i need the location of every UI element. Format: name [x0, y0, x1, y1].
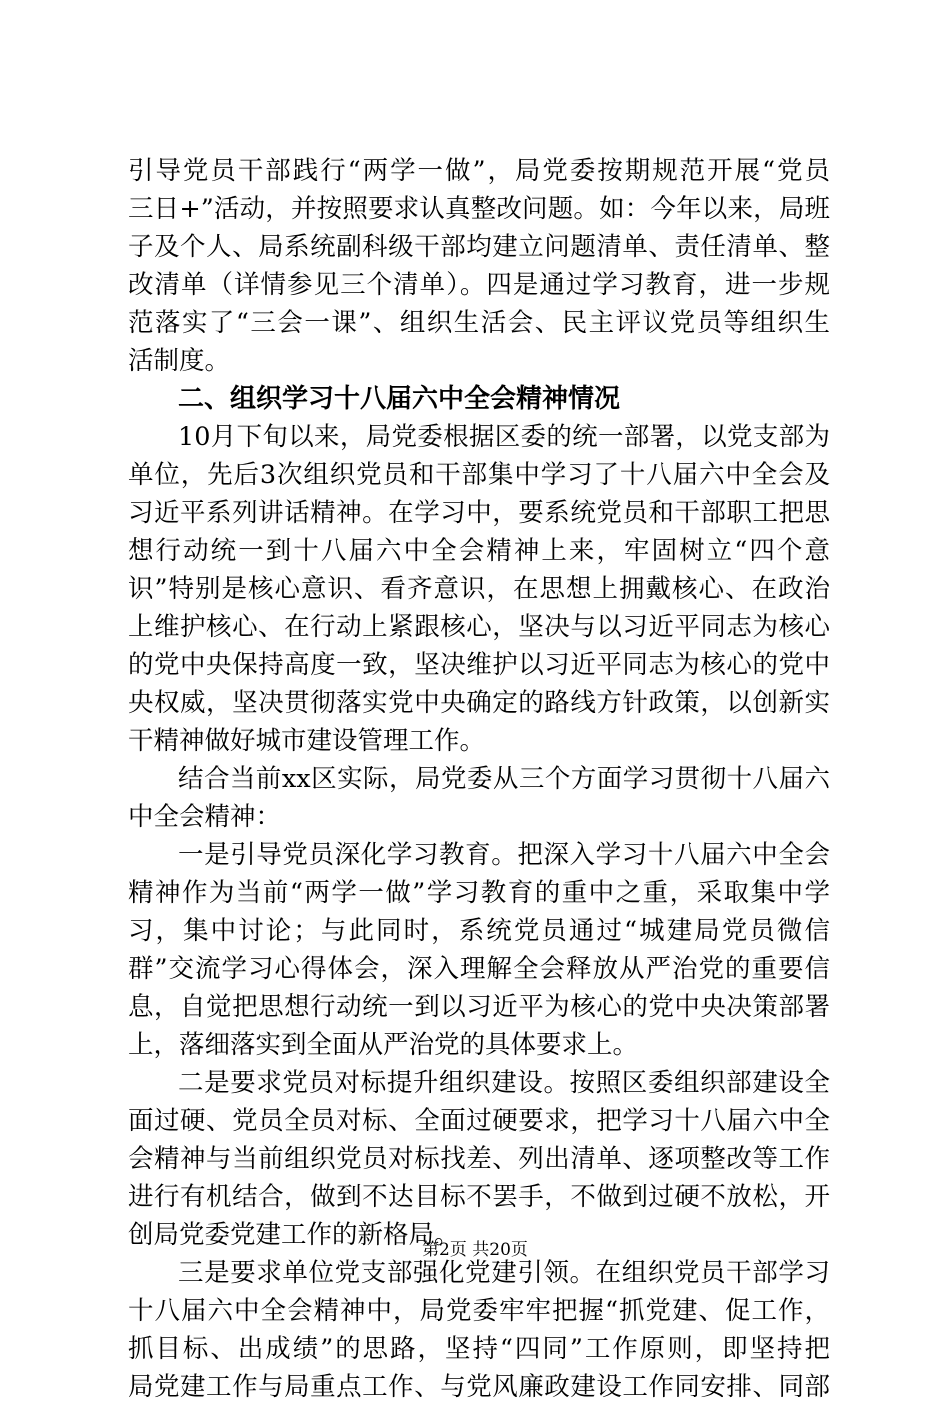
body-line: 习近平系列讲话精神。在学习中，要系统党员和干部职工把思: [128, 498, 830, 528]
body-line: 上维护核心、在行动上紧跟核心，坚决与以习近平同志为核心: [128, 612, 830, 642]
body-line: 子及个人、局系统副科级干部均建立问题清单、责任清单、整: [128, 232, 830, 262]
body-line: 活制度。: [128, 346, 231, 376]
body-line: 央权威，坚决贯彻落实党中央确定的路线方针政策，以创新实: [128, 688, 830, 718]
page-number-label: 第2页 共20页: [422, 1240, 528, 1260]
body-line: 抓目标、出成绩”的思路，坚持“四同”工作原则，即坚持把: [128, 1334, 830, 1364]
document-body: [128, 152, 830, 1406]
body-line: 范落实了“三会一课”、组织生活会、民主评议党员等组织生: [128, 308, 830, 338]
body-line: 改清单（详情参见三个清单）。四是通过学习教育，进一步规: [128, 270, 830, 300]
body-line: 想行动统一到十八届六中全会精神上来，牢固树立“四个意: [128, 536, 830, 566]
body-line: 干精神做好城市建设管理工作。: [128, 726, 486, 756]
body-line: 会精神与当前组织党员对标找差、列出清单、逐项整改等工作: [128, 1144, 830, 1174]
body-line: 二是要求党员对标提升组织建设。按照区委组织部建设全: [178, 1068, 830, 1098]
body-line: 十八届六中全会精神中，局党委牢牢把握“抓党建、促工作，: [128, 1296, 830, 1326]
body-line: 一是引导党员深化学习教育。把深入学习十八届六中全会: [178, 840, 830, 870]
body-line: 结合当前xx区实际，局党委从三个方面学习贯彻十八届六: [178, 764, 830, 794]
body-line: 三日+”活动，并按照要求认真整改问题。如：今年以来，局班: [128, 194, 830, 224]
body-line: 中全会精神：: [128, 802, 282, 832]
body-line: 群”交流学习心得体会，深入理解全会释放从严治党的重要信: [128, 954, 830, 984]
body-line: 习，集中讨论；与此同时，系统党员通过“城建局党员微信: [128, 916, 830, 946]
body-line: 三是要求单位党支部强化党建引领。在组织党员干部学习: [178, 1258, 830, 1288]
page-footer: [0, 1238, 950, 1262]
body-line: 息，自觉把思想行动统一到以习近平为核心的党中央决策部署: [128, 992, 830, 1022]
body-line: 精神作为当前“两学一做”学习教育的重中之重，采取集中学: [128, 878, 830, 908]
body-line: 进行有机结合，做到不达目标不罢手，不做到过硬不放松，开: [128, 1182, 830, 1212]
section-heading: 二、组织学习十八届六中全会精神情况: [178, 384, 621, 414]
body-line: 面过硬、党员全员对标、全面过硬要求，把学习十八届六中全: [128, 1106, 830, 1136]
body-line: 创局党委党建工作的新格局。: [128, 1220, 460, 1250]
body-line: 局党建工作与局重点工作、与党风廉政建设工作同安排、同部: [128, 1372, 830, 1402]
body-line: 识”特别是核心意识、看齐意识，在思想上拥戴核心、在政治: [128, 574, 830, 604]
body-line: 引导党员干部践行“两学一做”，局党委按期规范开展“党员: [128, 156, 830, 186]
body-line: 的党中央保持高度一致，坚决维护以习近平同志为核心的党中: [128, 650, 830, 680]
body-line: 单位，先后3次组织党员和干部集中学习了十八届六中全会及: [128, 460, 830, 490]
body-line: 10月下旬以来，局党委根据区委的统一部署，以党支部为: [178, 422, 830, 452]
body-line: 上，落细落实到全面从严治党的具体要求上。: [128, 1030, 639, 1060]
